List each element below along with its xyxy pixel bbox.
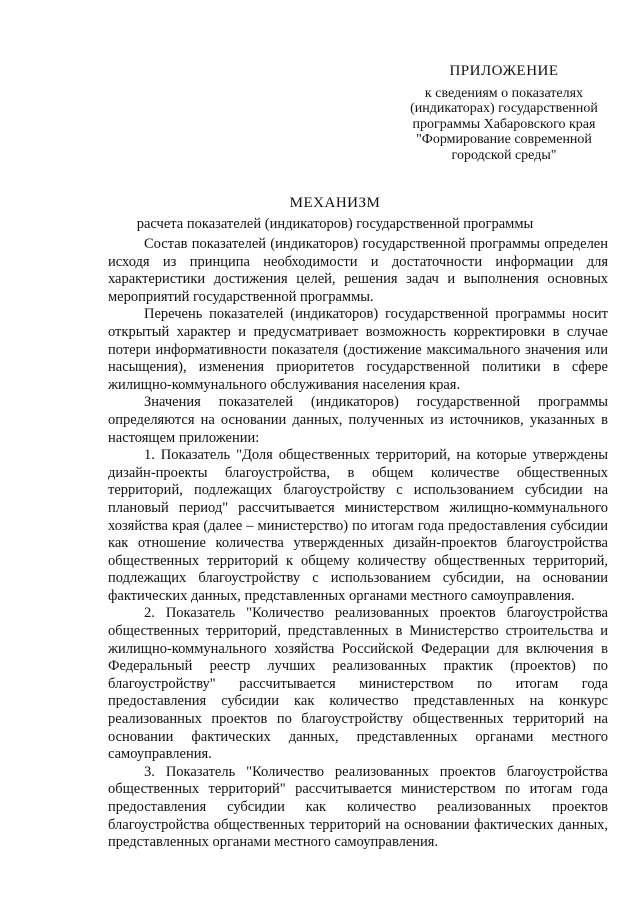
paragraph: 3. Показатель "Количество реализованных проектов благоустройства общественных территорий" рассчитывается министерством по итогам года предоставления субсидии как количество реализованных проектов благоустройства общественных территорий на основании фактических данных, представленных органами местного самоуправления. — [108, 763, 608, 851]
title-block — [0, 195, 640, 233]
appendix-line: городской среды" — [451, 147, 557, 163]
appendix-line: "Формирование современной — [416, 132, 592, 147]
paragraph: Перечень показателей (индикаторов) государственной программы носит открытый характер и предусматривает возможность корректировки в случае потери информативности показателя (достижение максимального значения или насыщения), изменения приоритетов государственной политики в сфере жилищно-коммунального обслуживания населения края. — [108, 306, 608, 393]
paragraph: 2. Показатель "Количество реализованных проектов благоустройства общественных территорий, представленных в Министерство строительства и жилищно-коммунального хозяйства Российской Федерации для включения в Федеральный реестр лучших реализованных практик (проектов) по благоустройству" рассчитывается министерством по итогам года предоставления субсидии как количество представленных на конкурс реализованных проектов по благоустройству общественных территорий на основании фактических данных, представленных органами местного самоуправления. — [108, 605, 608, 763]
appendix-line: (индикаторах) государственной — [410, 101, 598, 116]
appendix-heading: ПРИЛОЖЕНИЕ — [449, 63, 559, 79]
appendix-block — [390, 64, 618, 163]
appendix-line: программы Хабаровского края — [412, 116, 596, 132]
document-title: МЕХАНИЗМ — [289, 195, 381, 211]
paragraph: Значения показателей (индикаторов) государственной программы определяются на основании данных, полученных из источников, указанных в настоящем приложении: — [108, 394, 608, 446]
document-body — [108, 236, 608, 852]
paragraph: Состав показателей (индикаторов) государственной программы определен исходя из принципа необходимости и достаточности информации для характеристики достижения целей, решения задач и выполнения основных мероприятий государственной программы. — [108, 236, 608, 305]
document-subtitle: расчета показателей (индикаторов) государственной программы — [136, 216, 534, 232]
paragraph: 1. Показатель "Доля общественных территорий, на которые утверждены дизайн-проекты благоустройства, в общем количестве общественных территорий, подлежащих благоустройству с использованием субсидии на плановый период" рассчитывается министерством жилищно-коммунального хозяйства края (далее – министерство) по итогам года предоставления субсидии как отношение количества утвержденных дизайн-проектов благоустройства общественных территорий к общему количеству общественных территорий, подлежащих благоустройству с использованием субсидии, на основании фактических данных, представленных органами местного самоуправления. — [108, 447, 608, 604]
appendix-line: к сведениям о показателях — [424, 85, 584, 101]
